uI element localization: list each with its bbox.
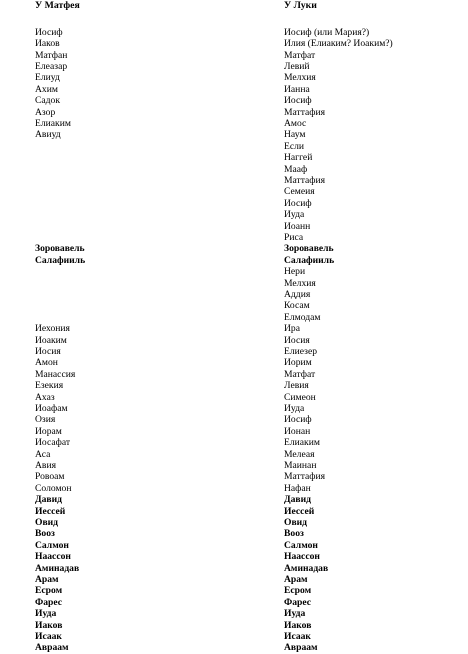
luke-name-list-item: Иуда: [284, 608, 306, 620]
luke-name-list-item: Елмодам: [284, 311, 321, 323]
matthew-name-list-item: Салафииль: [35, 254, 86, 266]
matthew-name-list-item: Авиуд: [35, 129, 61, 141]
luke-name-list-item: Нафан: [284, 482, 311, 494]
matthew-name-list-item: Аса: [35, 448, 51, 460]
luke-name-list-item: Елиаким: [284, 437, 320, 449]
matthew-name-list-item: Ровоам: [35, 471, 65, 483]
matthew-name-list-item: Манассия: [35, 368, 76, 380]
matthew-name-list-item: Матфан: [35, 49, 68, 61]
luke-name-list-item: Левий: [284, 61, 310, 72]
matthew-name-list-item: Ахим: [35, 83, 58, 95]
luke-name-list-item: Аминадав: [284, 562, 329, 574]
matthew-name-list-item: Авраам: [35, 642, 69, 654]
luke-name-list-item: Риса: [284, 232, 304, 243]
matthew-name-list-item: Соломон: [35, 482, 72, 494]
luke-name-list-item: Иосиф (или Мария?): [284, 26, 370, 38]
luke-name-list-item: Матфат: [284, 49, 316, 61]
luke-name-list-item: Илия (Елиаким? Иоаким?): [284, 38, 393, 50]
luke-name-list-item: Фарес: [284, 596, 312, 608]
luke-name-list-item: Аддия: [284, 289, 311, 300]
luke-name-list-item: Мелхия: [284, 277, 316, 289]
luke-name-list-item: Ионан: [284, 425, 311, 437]
matthew-name-list-item: Озия: [35, 414, 56, 426]
luke-name-list-item: Наум: [284, 129, 306, 141]
matthew-name-list-item: Давид: [35, 494, 62, 506]
matthew-column-title: У Матфея: [35, 0, 80, 11]
matthew-name-list-item: Иосиф: [35, 26, 63, 38]
luke-name-list-item: Овид: [284, 517, 308, 528]
matthew-name-list-item: Иаков: [35, 38, 60, 50]
luke-name-list-item: Косам: [284, 300, 310, 312]
luke-name-list-item: Иосиф: [284, 197, 312, 209]
luke-name-list-item: Иессей: [284, 505, 315, 517]
matthew-name-list-item: Вооз: [35, 528, 55, 540]
luke-name-list-item: Если: [284, 140, 305, 152]
luke-name-list-item: Давид: [284, 494, 311, 506]
matthew-name-list-item: Иоаким: [35, 334, 67, 346]
luke-column-title: У Луки: [284, 0, 317, 11]
luke-name-list-item: Симеон: [284, 391, 316, 403]
luke-name-list-item: Левия: [284, 380, 309, 392]
matthew-name-list-item: Амон: [35, 357, 58, 369]
luke-name-list-item: Вооз: [284, 528, 304, 540]
luke-name-list-item: Мелеая: [284, 448, 315, 460]
matthew-name-list-item: Иорам: [35, 425, 62, 437]
luke-name-list-item: Иуда: [284, 209, 305, 221]
luke-name-list-item: Наггей: [284, 152, 313, 164]
matthew-name-list-item: Елиаким: [35, 118, 71, 129]
luke-name-list-item: Авраам: [284, 642, 318, 654]
matthew-name-list-item: Азор: [35, 106, 56, 118]
matthew-name-list-item: Авия: [35, 460, 57, 471]
matthew-name-list-item: Арам: [35, 574, 59, 585]
matthew-name-list-item: Иаков: [35, 619, 63, 631]
luke-name-list-item: Маттафия: [284, 175, 326, 186]
luke-name-list-item: Мааф: [284, 163, 308, 175]
luke-name-list-item: Мелхия: [284, 72, 316, 84]
matthew-name-list-item: Овид: [35, 517, 59, 528]
luke-name-list-item: Арам: [284, 574, 308, 585]
luke-name-list-item: Есром: [284, 585, 312, 597]
matthew-name-list-item: Иуда: [35, 608, 57, 620]
luke-name-list-item: Нери: [284, 266, 306, 278]
matthew-name-list-item: Иосафат: [35, 437, 71, 449]
luke-name-list-item: Маттафия: [284, 106, 326, 118]
matthew-name-list-item: Ахаз: [35, 391, 55, 403]
luke-name-list-item: Зоровавель: [284, 243, 334, 255]
luke-name-list-item: Ира: [284, 323, 300, 335]
matthew-name-list-item: Елеазар: [35, 61, 68, 72]
luke-name-list-item: Иосия: [284, 334, 310, 346]
matthew-name-list-item: Салмон: [35, 539, 69, 551]
luke-name-list-item: Салафииль: [284, 254, 335, 266]
matthew-name-list-item: Иехония: [35, 323, 70, 335]
luke-name-list-item: Ианна: [284, 83, 310, 95]
luke-name-list-item: Иосиф: [284, 414, 312, 426]
matthew-name-list-item: Елиуд: [35, 72, 60, 84]
luke-name-list-item: Иорим: [284, 357, 312, 369]
matthew-name-list-item: Исаак: [35, 631, 62, 642]
luke-name-list-item: Амос: [284, 118, 307, 129]
luke-name-list-item: Иаков: [284, 619, 312, 631]
matthew-name-list-item: Иосия: [35, 346, 61, 357]
luke-name-list-item: Иосиф: [284, 95, 312, 107]
luke-name-list-item: Маинан: [284, 460, 317, 471]
luke-name-list-item: Наассон: [284, 551, 320, 563]
luke-name-list-item: Исаак: [284, 631, 311, 642]
matthew-name-list-item: Фарес: [35, 596, 63, 608]
matthew-name-list-item: Аминадав: [35, 562, 80, 574]
matthew-name-list-item: Иоафам: [35, 403, 68, 414]
matthew-name-list-item: Езекия: [35, 380, 64, 392]
luke-name-list-item: Иуда: [284, 403, 305, 414]
matthew-name-list-item: Наассон: [35, 551, 71, 563]
matthew-name-list-item: Есром: [35, 585, 63, 597]
matthew-name-list-item: Иессей: [35, 505, 66, 517]
matthew-name-list-item: Садок: [35, 95, 60, 107]
luke-name-list-item: Иоанн: [284, 220, 311, 232]
luke-name-list-item: Маттафия: [284, 471, 326, 483]
luke-name-list-item: Матфат: [284, 368, 316, 380]
luke-name-list-item: Салмон: [284, 539, 318, 551]
luke-name-list-item: Семеия: [284, 186, 315, 198]
luke-name-list-item: Елиезер: [284, 346, 318, 357]
matthew-name-list-item: Зоровавель: [35, 243, 85, 255]
